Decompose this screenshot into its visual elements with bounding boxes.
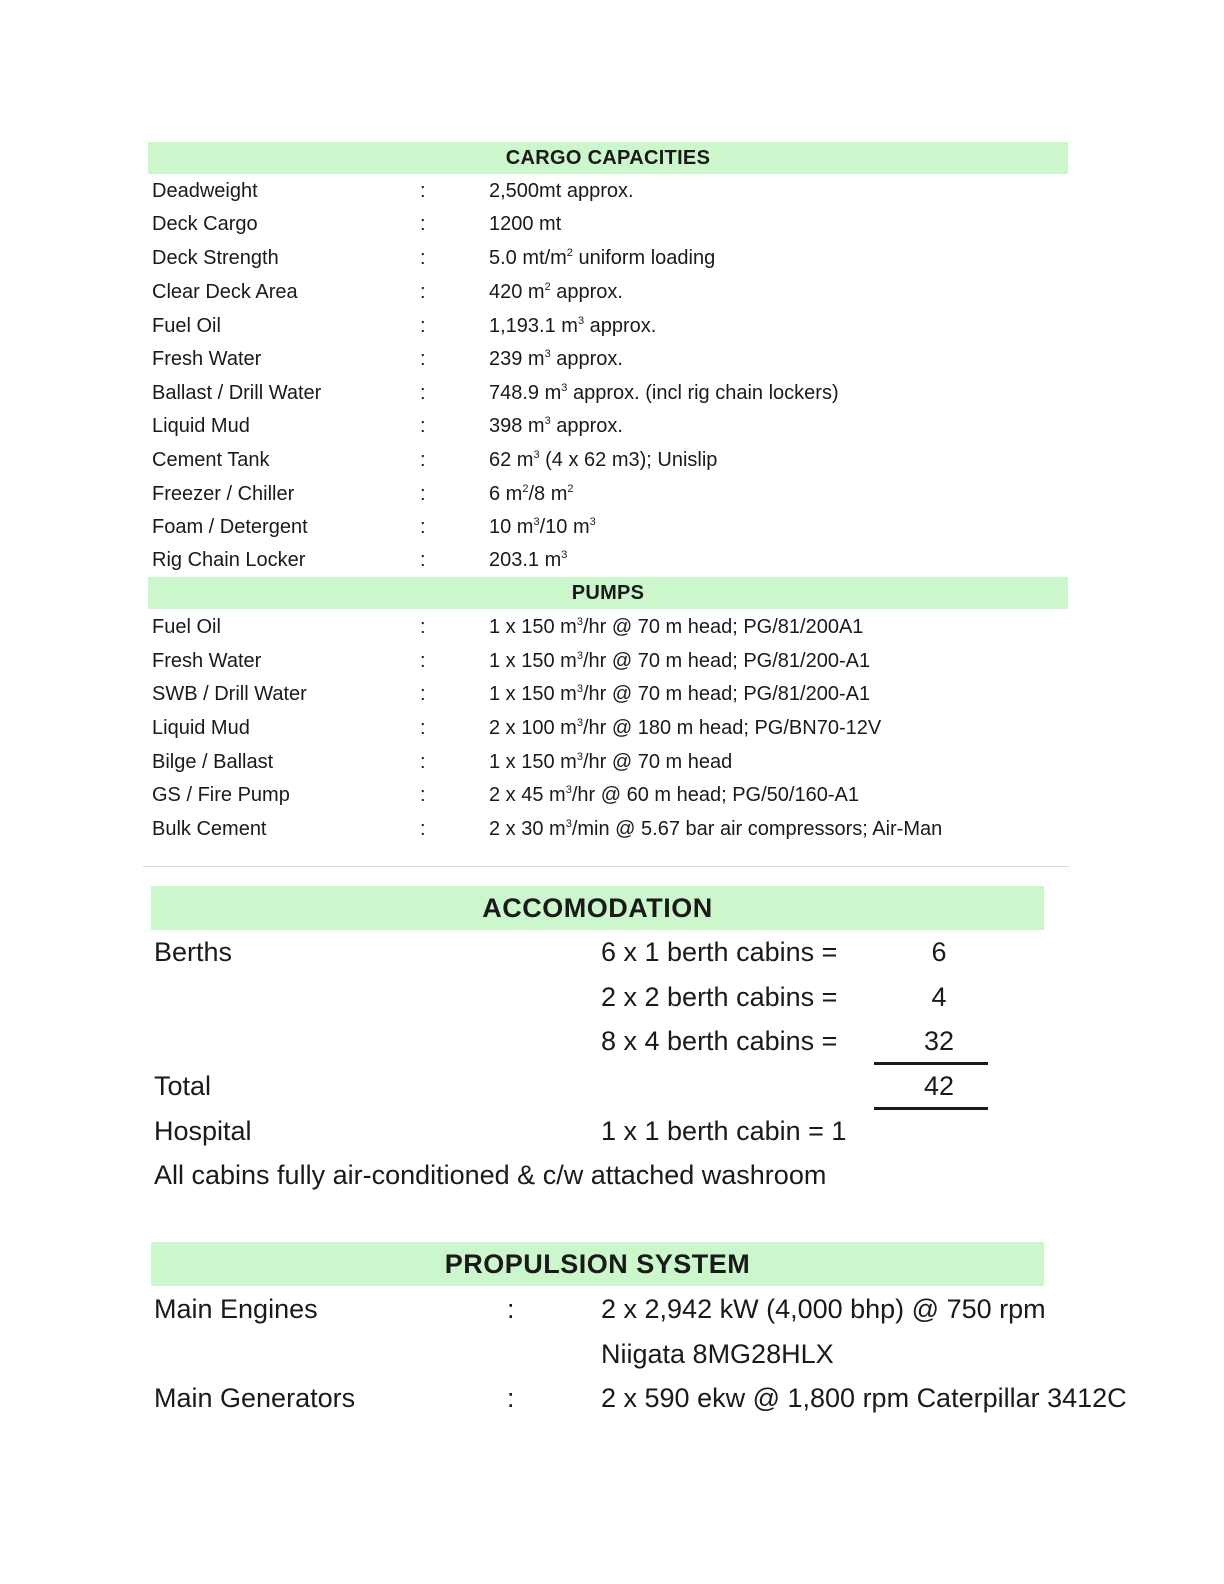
separator: : — [420, 751, 426, 773]
row-value: 2 x 30 $m^3/\min$ @ 5.67 bar air compressors; Air-Man — [489, 818, 943, 840]
cargo-row-fuel-oil — [0, 310, 1224, 343]
row-value: 2 x 45 $m^3/hr$ @ 60 m head; PG/50/160-A1 — [489, 784, 859, 806]
row-label: Bilge / Ballast — [152, 751, 274, 773]
berth-line-1-count: 6 — [931, 937, 947, 967]
main-engines-label: Main Engines — [154, 1294, 318, 1324]
total-value: 42 — [923, 1071, 955, 1101]
row-label: Bulk Cement — [152, 818, 267, 840]
row-label: Cement Tank — [152, 449, 270, 471]
berths-label: Berths — [154, 937, 233, 967]
row-value: 239 $m^3$ approx. — [489, 348, 623, 370]
pump-row-swb-drill-water — [0, 678, 1224, 711]
row-value: 1 x 150 $m^3/hr$ @ 70 m head; PG/81/200A1 — [489, 616, 864, 638]
main-generators-label: Main Generators — [154, 1383, 356, 1413]
separator: : — [420, 717, 426, 739]
row-value: 5.0 $mt/m^2$ uniform loading — [489, 247, 716, 269]
separator: : — [420, 818, 426, 840]
row-value: 1,193.1 $m^3$ approx. — [489, 315, 657, 337]
separator: : — [420, 180, 426, 202]
separator: : — [420, 213, 426, 235]
cargo-row-foam-detergent — [0, 511, 1224, 544]
total-label: Total — [154, 1071, 212, 1101]
separator: : — [507, 1383, 515, 1413]
row-value: 398 $m^3$ approx. — [489, 415, 623, 437]
row-value: 6 $m^2/8$ $m^2$ — [489, 483, 574, 505]
cargo-row-deck-cargo — [0, 208, 1224, 241]
berth-line-2-text: 2 x 2 berth cabins = — [601, 982, 838, 1012]
separator: : — [420, 549, 426, 571]
pump-row-bilge-ballast — [0, 746, 1224, 779]
separator: : — [420, 683, 426, 705]
row-value: 10 $m^3/10$ $m^3$ — [489, 516, 596, 538]
separator: : — [420, 449, 426, 471]
pump-row-fuel-oil — [0, 611, 1224, 644]
separator: : — [420, 281, 426, 303]
pump-row-fresh-water — [0, 645, 1224, 678]
hospital-value: 1 x 1 berth cabin = 1 — [601, 1116, 847, 1146]
pump-row-liquid-mud — [0, 712, 1224, 745]
separator: : — [420, 516, 426, 538]
row-value: 1 x 150 $m^3/hr$ @ 70 m head — [489, 751, 733, 773]
row-label: Deadweight — [152, 180, 258, 202]
cargo-row-cement-tank — [0, 444, 1224, 477]
row-value: 420 $m^2$ approx. — [489, 281, 623, 303]
berth-line-3-text: 8 x 4 berth cabins = — [601, 1026, 838, 1056]
cargo-row-deadweight — [0, 175, 1224, 208]
row-value: 2 x 100 $m^3/hr$ @ 180 m head; PG/BN70-12V — [489, 717, 882, 739]
cabins-note: All cabins fully air-conditioned & c/w attached washroom — [154, 1160, 827, 1190]
row-value: 1 x 150 $m^3/hr$ @ 70 m head; PG/81/200-A1 — [489, 683, 871, 705]
separator: : — [420, 784, 426, 806]
row-label: Fresh Water — [152, 650, 262, 672]
separator: : — [420, 382, 426, 404]
row-label: Ballast / Drill Water — [152, 382, 322, 404]
pump-row-bulk-cement — [0, 813, 1224, 846]
cargo-capacities-header: CARGO CAPACITIES — [148, 142, 1068, 174]
row-value: 1 x 150 $m^3/hr$ @ 70 m head; PG/81/200-A1 — [489, 650, 871, 672]
separator: : — [507, 1294, 515, 1324]
cargo-row-clear-deck-area — [0, 276, 1224, 309]
row-value: 203.1 $m^3$ — [489, 549, 568, 571]
separator: : — [420, 616, 426, 638]
berth-line-1-text: 6 x 1 berth cabins = — [601, 937, 838, 967]
berth-line-3-count: 32 — [923, 1026, 955, 1056]
separator: : — [420, 348, 426, 370]
cargo-row-ballast-drill-water — [0, 377, 1224, 410]
row-value: 62 $m^3$ (4 x 62 m3); Unislip — [489, 449, 718, 471]
cargo-row-deck-strength — [0, 242, 1224, 275]
accommodation-header: ACCOMODATION — [151, 886, 1044, 930]
main-engines-value: 2 x 2,942 kW (4,000 bhp) @ 750 rpm — [601, 1294, 1046, 1324]
pumps-header: PUMPS — [148, 577, 1068, 609]
row-label: Fuel Oil — [152, 616, 221, 638]
cargo-row-liquid-mud — [0, 410, 1224, 443]
main-engines-model: Niigata 8MG28HLX — [601, 1339, 834, 1369]
row-label: SWB / Drill Water — [152, 683, 307, 705]
berth-line-2-count: 4 — [931, 982, 947, 1012]
separator: : — [420, 247, 426, 269]
propulsion-header: PROPULSION SYSTEM — [151, 1242, 1044, 1286]
separator: : — [420, 650, 426, 672]
row-label: GS / Fire Pump — [152, 784, 290, 806]
separator: : — [420, 415, 426, 437]
row-label: Fuel Oil — [152, 315, 221, 337]
row-label: Fresh Water — [152, 348, 262, 370]
row-value: 2,500mt approx. — [489, 180, 634, 202]
row-label: Foam / Detergent — [152, 516, 308, 538]
row-label: Clear Deck Area — [152, 281, 298, 303]
hospital-label: Hospital — [154, 1116, 252, 1146]
pump-row-gs-fire-pump — [0, 779, 1224, 812]
row-label: Freezer / Chiller — [152, 483, 295, 505]
row-label: Rig Chain Locker — [152, 549, 306, 571]
row-label: Liquid Mud — [152, 717, 250, 739]
separator: : — [420, 315, 426, 337]
separator: : — [420, 483, 426, 505]
row-value: 1200 mt — [489, 213, 562, 235]
main-generators-value: 2 x 590 ekw @ 1,800 rpm Caterpillar 3412C — [601, 1383, 1127, 1413]
row-value: 748.9 $m^3$ approx. (incl rig chain lockers) — [489, 382, 839, 404]
cargo-row-rig-chain-locker — [0, 544, 1224, 577]
row-label: Liquid Mud — [152, 415, 250, 437]
row-label: Deck Strength — [152, 247, 279, 269]
section-divider — [143, 866, 1069, 867]
cargo-row-freezer-chiller — [0, 478, 1224, 511]
cargo-row-fresh-water — [0, 343, 1224, 376]
row-label: Deck Cargo — [152, 213, 258, 235]
total-underline — [874, 1107, 988, 1110]
